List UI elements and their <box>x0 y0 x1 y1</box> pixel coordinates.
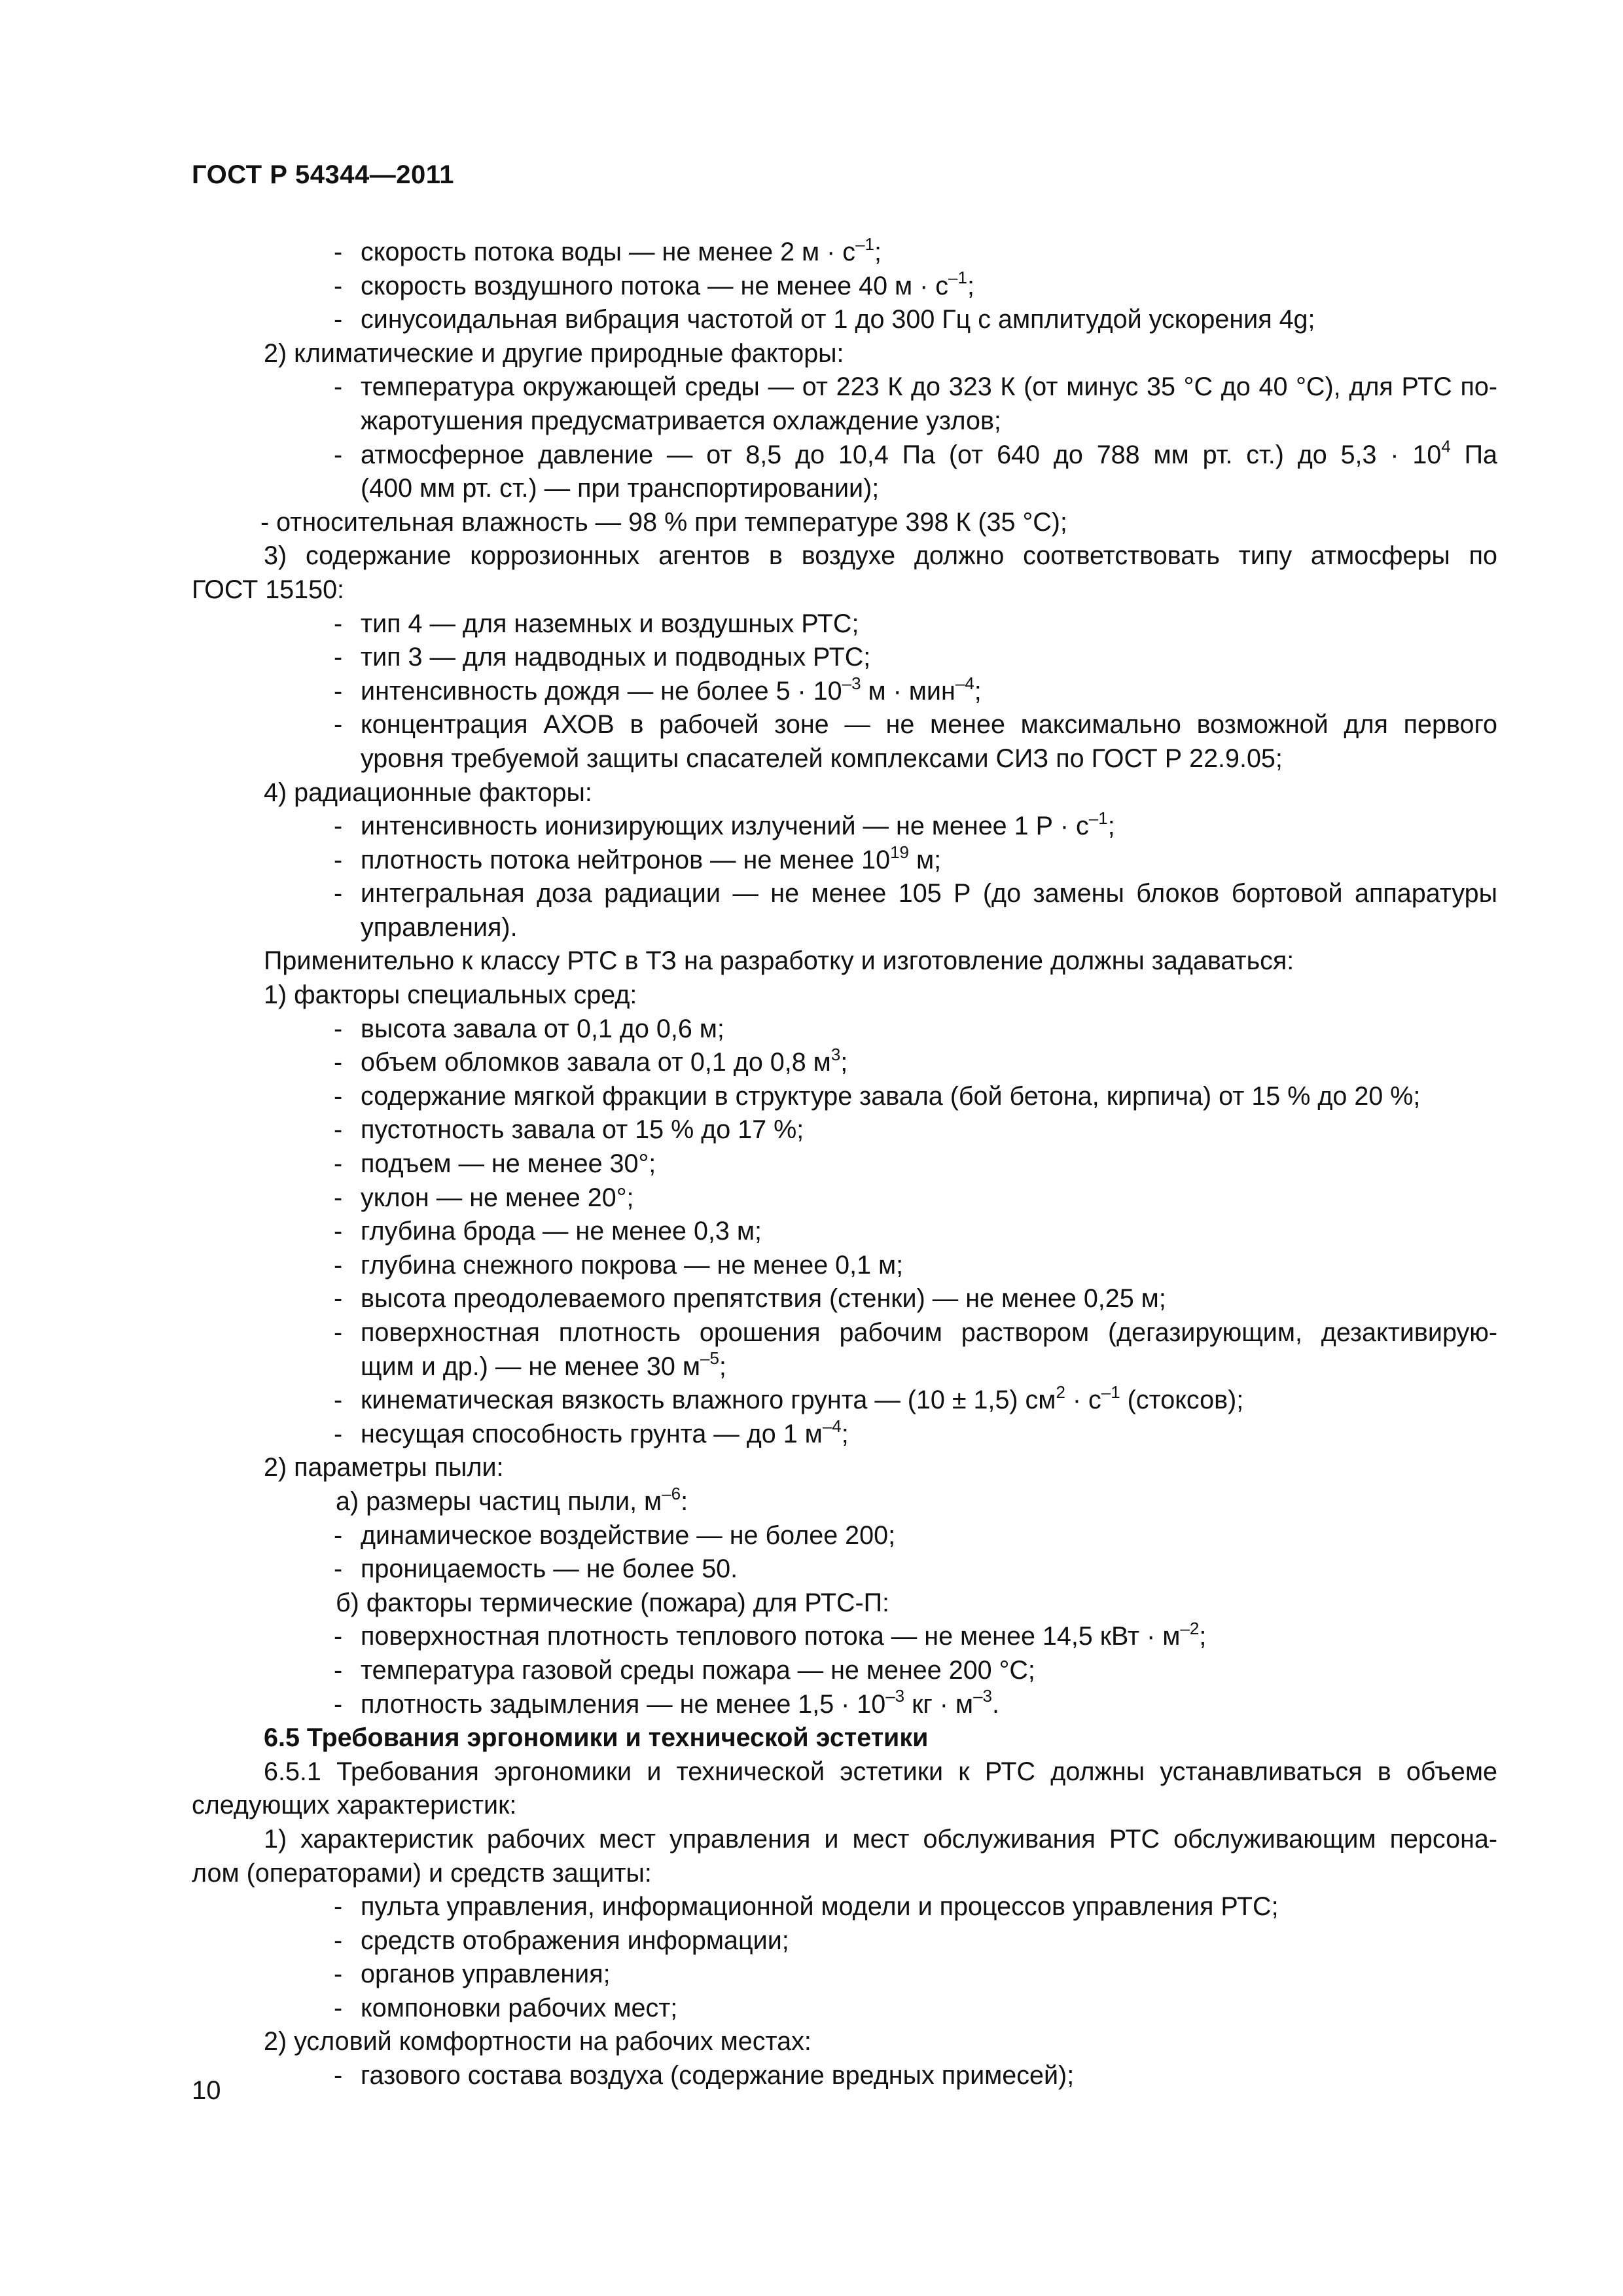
list-dash: - <box>334 1149 343 1179</box>
list-dash: - <box>334 1689 343 1719</box>
list-dash: - <box>334 879 343 908</box>
text-line <box>192 1384 1497 1418</box>
superscript: –2 <box>1180 1619 1200 1639</box>
line-text: ; <box>874 238 882 266</box>
line-text: пульта управления, информационной модели и процессов управления РТС; <box>361 1892 1279 1922</box>
text-line <box>192 1418 1497 1452</box>
list-dash: - <box>334 305 343 334</box>
line-text: высота преодолеваемого препятствия (стенки) — не менее 0,25 м; <box>361 1284 1166 1314</box>
line-text: 1) характеристик рабочих мест управления и мест обслуживания РТС обслуживающим персона- <box>264 1824 1497 1854</box>
line-text: ГОСТ 15150: <box>192 575 345 604</box>
list-dash: - <box>334 1386 343 1415</box>
line-text: подъем — не менее 30°; <box>361 1149 656 1179</box>
text-line <box>192 1147 1497 1181</box>
line-text: 2) параметры пыли: <box>264 1453 504 1482</box>
text-line <box>192 1485 1497 1519</box>
text-line <box>192 1552 1497 1587</box>
line-text: интенсивность ионизирующих излучений — не менее 1 Р · с <box>361 812 1089 841</box>
list-dash: - <box>334 1520 343 1550</box>
line-text: . <box>991 1689 999 1719</box>
superscript: –1 <box>855 234 874 254</box>
text-line <box>192 641 1497 675</box>
text-line <box>192 2059 1497 2093</box>
text-line <box>192 708 1497 742</box>
line-text: поверхностная плотность орошения рабочим раствором (дегазирующим, дезактивирую- <box>361 1318 1497 1347</box>
text-line <box>192 1080 1497 1114</box>
superscript: 4 <box>1441 437 1451 457</box>
line-text: компоновки рабочих мест; <box>361 1993 678 2022</box>
text-line <box>192 404 1497 439</box>
list-dash: - <box>334 710 343 740</box>
text-line <box>192 742 1497 776</box>
superscript: –5 <box>700 1348 719 1369</box>
line-text: атмосферное давление — от 8,5 до 10,4 Па (от 640 до 788 мм рт. ст.) до 5,3 · 10 <box>361 440 1442 469</box>
line-text: средств отображения информации; <box>361 1926 789 1955</box>
superscript: –1 <box>1088 808 1108 828</box>
text-line <box>192 2025 1497 2059</box>
line-text: скорость потока воды — не менее 2 м · с <box>361 238 856 266</box>
text-line <box>192 236 1497 270</box>
line-text: глубина снежного покрова — не менее 0,1 м; <box>361 1250 904 1280</box>
text-line <box>192 1519 1497 1553</box>
line-text: концентрация АХОВ в рабочей зоне — не менее максимально возможной для первого <box>361 710 1497 740</box>
line-text: температура окружающей среды — от 223 К до 323 К (от минус 35 °С до 40 °С), для РТС по- <box>361 372 1497 402</box>
line-text: интегральная доза радиации — не менее 105 Р (до замены блоков бортовой аппаратуры <box>361 879 1497 908</box>
text-line <box>192 1823 1497 1857</box>
text-line <box>192 337 1497 371</box>
text-line <box>192 776 1497 810</box>
line-text: : <box>681 1486 688 1516</box>
line-text: уровня требуемой защиты спасателей комплексами СИЗ по ГОСТ Р 22.9.05; <box>361 744 1283 773</box>
line-text: уклон — не менее 20°; <box>361 1183 634 1212</box>
text-line <box>192 1688 1497 1722</box>
list-dash: - <box>334 845 343 874</box>
superscript: –3 <box>885 1686 905 1706</box>
text-line <box>192 844 1497 878</box>
text-line <box>192 1958 1497 1992</box>
list-dash: - <box>334 1284 343 1314</box>
line-text: кг · м <box>904 1689 974 1719</box>
superscript: 3 <box>830 1045 841 1065</box>
text-line <box>192 303 1497 337</box>
text-line <box>192 1924 1497 1958</box>
list-dash: - <box>334 2061 343 2090</box>
line-text: ; <box>974 676 982 706</box>
text-line <box>192 1249 1497 1283</box>
line-text: кинематическая вязкость влажного грунта — (10 ± 1,5) см <box>361 1386 1056 1415</box>
line-text: динамическое воздействие — не более 200; <box>361 1520 896 1550</box>
line-text: глубина брода — не менее 0,3 м; <box>361 1217 762 1246</box>
line-text: плотность потока нейтронов — не менее 10 <box>361 845 891 874</box>
line-text: управления). <box>361 912 518 942</box>
list-dash: - <box>334 1993 343 2022</box>
line-text: 6.5 Требования эргономики и технической эстетики <box>264 1723 929 1753</box>
text-line <box>192 1113 1497 1147</box>
line-text: 3) содержание коррозионных агентов в воздухе должно соответствовать типу атмосферы по <box>264 541 1497 571</box>
text-line <box>192 1587 1497 1621</box>
line-text: 1) факторы специальных сред: <box>264 980 637 1010</box>
line-text: - относительная влажность — 98 % при температуре 398 К (35 °С); <box>260 507 1067 537</box>
text-line <box>192 1181 1497 1215</box>
line-text: ; <box>1199 1622 1207 1651</box>
list-dash: - <box>334 1419 343 1448</box>
line-text: высота завала от 0,1 до 0,6 м; <box>361 1014 724 1043</box>
text-line <box>192 1013 1497 1047</box>
text-line <box>192 1620 1497 1654</box>
list-dash: - <box>334 1115 343 1145</box>
text-line <box>192 978 1497 1013</box>
text-line <box>192 1992 1497 2026</box>
list-dash: - <box>334 1960 343 1989</box>
text-line <box>192 270 1497 304</box>
text-line <box>192 1215 1497 1249</box>
line-text: плотность задымления — не менее 1,5 · 10 <box>361 1689 886 1719</box>
list-dash: - <box>334 1217 343 1246</box>
list-dash: - <box>334 1183 343 1212</box>
line-text: несущая способность грунта — до 1 м <box>361 1419 823 1448</box>
line-text: интенсивность дождя — не более 5 · 10 <box>361 676 842 706</box>
page-number: 10 <box>192 2076 221 2105</box>
line-text: органов управления; <box>361 1960 611 1989</box>
line-text: · с <box>1065 1386 1101 1415</box>
list-dash: - <box>334 643 343 672</box>
list-dash: - <box>334 1081 343 1111</box>
line-text: поверхностная плотность теплового потока — не менее 14,5 кВт · м <box>361 1622 1181 1651</box>
line-text: (400 мм рт. ст.) — при транспортировании); <box>361 474 880 503</box>
superscript: 2 <box>1056 1382 1065 1403</box>
text-line <box>192 911 1497 945</box>
list-dash: - <box>334 440 343 469</box>
line-text: 2) климатические и другие природные факторы: <box>264 338 844 368</box>
line-text: тип 3 — для надводных и подводных РТС; <box>361 643 871 672</box>
line-text: щим и др.) — не менее 30 м <box>361 1352 700 1381</box>
superscript: –3 <box>973 1686 992 1706</box>
line-text: содержание мягкой фракции в структуре завала (бой бетона, кирпича) от 15 % до 20 %; <box>361 1081 1421 1111</box>
text-line <box>192 1890 1497 1924</box>
text-line <box>192 439 1497 473</box>
superscript: –1 <box>1101 1382 1120 1403</box>
line-text: проницаемость — не более 50. <box>361 1554 738 1584</box>
line-text: газового состава воздуха (содержание вредных примесей); <box>361 2061 1075 2090</box>
line-text: тип 4 — для наземных и воздушных РТС; <box>361 609 859 638</box>
line-text: (стоксов); <box>1120 1386 1244 1415</box>
line-text: Па <box>1450 440 1497 469</box>
line-text: ; <box>841 1419 849 1448</box>
line-text: ; <box>967 271 974 300</box>
text-line <box>192 472 1497 506</box>
superscript: –6 <box>662 1483 681 1503</box>
list-dash: - <box>334 238 343 266</box>
line-text: скорость воздушного потока — не менее 40 м · с <box>361 271 949 300</box>
text-line <box>192 877 1497 911</box>
text-line <box>192 370 1497 404</box>
list-dash: - <box>334 1554 343 1584</box>
superscript: –3 <box>842 673 861 693</box>
line-text: Применительно к классу РТС в ТЗ на разработку и изготовление должны задаваться: <box>264 946 1294 976</box>
superscript: 19 <box>890 842 909 862</box>
list-dash: - <box>334 1622 343 1651</box>
line-text: следующих характеристик: <box>192 1791 517 1820</box>
list-dash: - <box>334 812 343 841</box>
text-line <box>192 1755 1497 1789</box>
list-dash: - <box>334 609 343 638</box>
list-dash: - <box>334 271 343 300</box>
line-text: лом (операторами) и средств защиты: <box>192 1858 652 1888</box>
text-line <box>192 1789 1497 1823</box>
list-dash: - <box>334 1926 343 1955</box>
text-line <box>192 1282 1497 1316</box>
list-dash: - <box>334 1250 343 1280</box>
list-dash: - <box>334 1892 343 1922</box>
list-dash: - <box>334 1048 343 1077</box>
text-line <box>192 573 1497 607</box>
text-line <box>192 1046 1497 1080</box>
line-text: пустотность завала от 15 % до 17 %; <box>361 1115 804 1145</box>
line-text: ; <box>719 1352 726 1381</box>
list-dash: - <box>334 1655 343 1685</box>
superscript: –4 <box>822 1416 842 1436</box>
list-dash: - <box>334 1014 343 1043</box>
text-line <box>192 539 1497 573</box>
text-line <box>192 1721 1497 1755</box>
line-text: температура газовой среды пожара — не менее 200 °С; <box>361 1655 1035 1685</box>
line-text: синусоидальная вибрация частотой от 1 до 300 Гц с амплитудой ускорения 4g; <box>361 305 1315 334</box>
line-text: 4) радиационные факторы: <box>264 778 592 807</box>
line-text: м; <box>909 845 942 874</box>
text-line <box>192 1857 1497 1891</box>
line-text: объем обломков завала от 0,1 до 0,8 м <box>361 1048 831 1077</box>
list-dash: - <box>334 372 343 402</box>
superscript: –1 <box>948 268 967 288</box>
line-text: а) размеры частиц пыли, м <box>336 1486 662 1516</box>
text-line <box>192 1451 1497 1485</box>
list-dash: - <box>334 1318 343 1347</box>
line-text: м · мин <box>861 676 955 706</box>
line-text: б) факторы термические (пожара) для РТС-П: <box>336 1588 890 1617</box>
line-text: ; <box>1107 812 1115 841</box>
text-line <box>192 1654 1497 1688</box>
text-line <box>192 506 1497 540</box>
line-text: 6.5.1 Требования эргономики и технической эстетики к РТС должны устанавливаться в объеме <box>264 1757 1497 1786</box>
list-dash: - <box>334 676 343 706</box>
text-line <box>192 1350 1497 1384</box>
text-line <box>192 944 1497 978</box>
text-line <box>192 607 1497 641</box>
text-line <box>192 675 1497 709</box>
line-text: 2) условий комфортности на рабочих местах: <box>264 2027 812 2056</box>
document-header: ГОСТ Р 54344—2011 <box>192 160 454 189</box>
line-text: ; <box>840 1048 848 1077</box>
line-text: жаротушения предусматривается охлаждение узлов; <box>361 406 1001 435</box>
document-body <box>192 236 1497 2093</box>
text-line <box>192 1316 1497 1350</box>
superscript: –4 <box>955 673 974 693</box>
text-line <box>192 810 1497 844</box>
